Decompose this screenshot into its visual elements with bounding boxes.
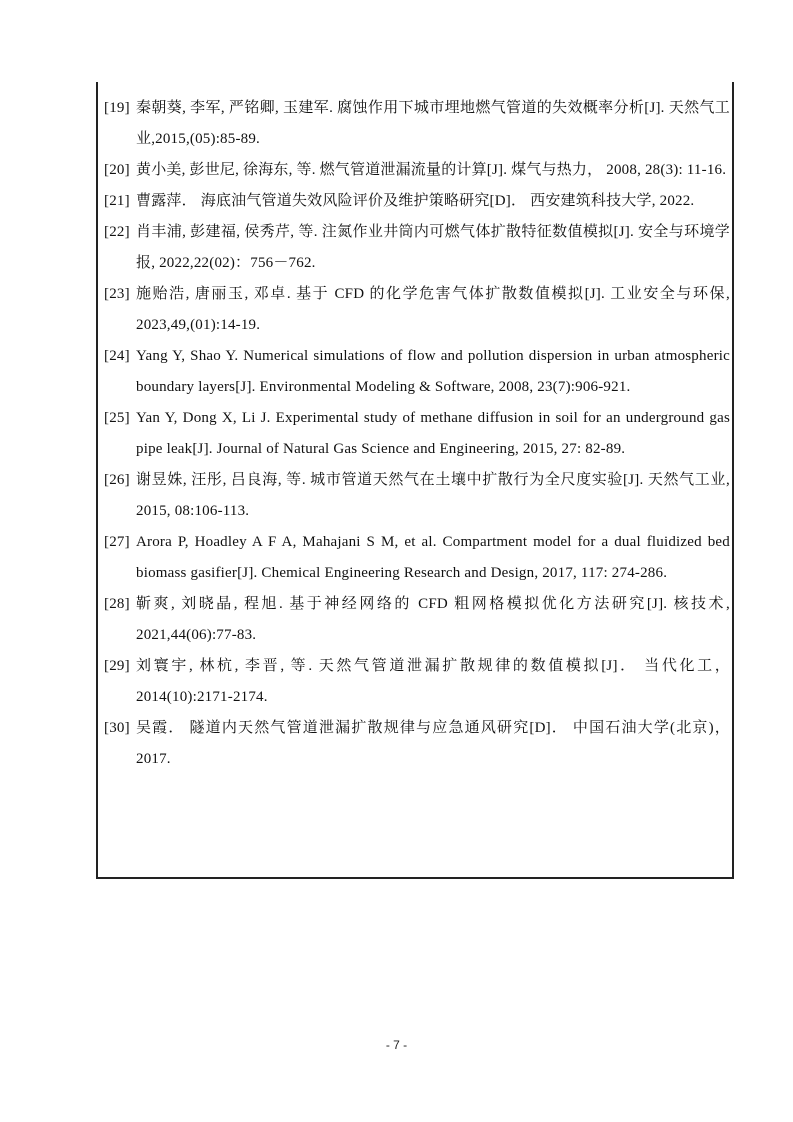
page-number: - 7 - [385,1038,408,1052]
reference-number: [26] [104,472,130,488]
reference-text: Yang Y, Shao Y. Numerical simulations of flow and pollution dispersion in urban atmospheric boundary layers[J]. Environmental Modeling & Software, 2008, 23(7):906-921. [136,348,730,395]
reference-item-30 [104,713,730,775]
reference-item-19 [104,93,730,155]
reference-number: [19] [104,100,130,116]
reference-text: 吴霞． 隧道内天然气管道泄漏扩散规律与应急通风研究[D]． 中国石油大学(北京)， 2017. [136,720,730,767]
reference-number: [29] [104,658,130,674]
reference-item-21 [104,186,730,217]
reference-number: [24] [104,348,130,364]
reference-list [104,93,730,775]
reference-item-26 [104,465,730,527]
reference-number: [21] [104,193,130,209]
reference-item-20 [104,155,730,186]
reference-number: [25] [104,410,130,426]
reference-number: [28] [104,596,130,612]
reference-text: 靳爽, 刘晓晶, 程旭. 基于神经网络的 CFD 粗网格模拟优化方法研究[J]. 核技术, 2021,44(06):77-83. [136,596,730,643]
reference-number: [22] [104,224,130,240]
reference-text: 秦朝葵, 李军, 严铭卿, 玉建军. 腐蚀作用下城市埋地燃气管道的失效概率分析[J]. 天然气工业,2015,(05):85-89. [136,100,730,147]
reference-item-24 [104,341,730,403]
reference-number: [23] [104,286,130,302]
reference-text: Arora P, Hoadley A F A, Mahajani S M, et al. Compartment model for a dual fluidized bed biomass gasifier[J]. Chemical Engineering Research and Design, 2017, 117: 274-286. [136,534,730,581]
reference-text: 黄小美, 彭世尼, 徐海东, 等. 燃气管道泄漏流量的计算[J]. 煤气与热力， 2008, 28(3): 11-16. [136,162,727,178]
reference-number: [30] [104,720,130,736]
reference-text: Yan Y, Dong X, Li J. Experimental study of methane diffusion in soil for an underground gas pipe leak[J]. Journal of Natural Gas Science and Engineering, 2015, 27: 82-89. [136,410,730,457]
reference-item-29 [104,651,730,713]
reference-text: 谢昱姝, 汪彤, 吕良海, 等. 城市管道天然气在土壤中扩散行为全尺度实验[J]. 天然气工业, 2015, 08:106-113. [136,472,730,519]
reference-number: [27] [104,534,130,550]
reference-item-22 [104,217,730,279]
reference-item-27 [104,527,730,589]
reference-text: 刘寰宇, 林杭, 李晋, 等. 天然气管道泄漏扩散规律的数值模拟[J]． 当代化工， 2014(10):2171-2174. [136,658,730,705]
reference-item-28 [104,589,730,651]
reference-item-25 [104,403,730,465]
reference-item-23 [104,279,730,341]
reference-number: [20] [104,162,130,178]
reference-text: 肖丰浦, 彭建福, 侯秀芹, 等. 注氮作业井筒内可燃气体扩散特征数值模拟[J]. 安全与环境学报, 2022,22(02)：756－762. [136,224,730,271]
reference-text: 曹露萍． 海底油气管道失效风险评价及维护策略研究[D]． 西安建筑科技大学, 2022. [136,193,695,209]
reference-text: 施贻浩, 唐丽玉, 邓卓. 基于 CFD 的化学危害气体扩散数值模拟[J]. 工业安全与环保, 2023,49,(01):14-19. [136,286,730,333]
